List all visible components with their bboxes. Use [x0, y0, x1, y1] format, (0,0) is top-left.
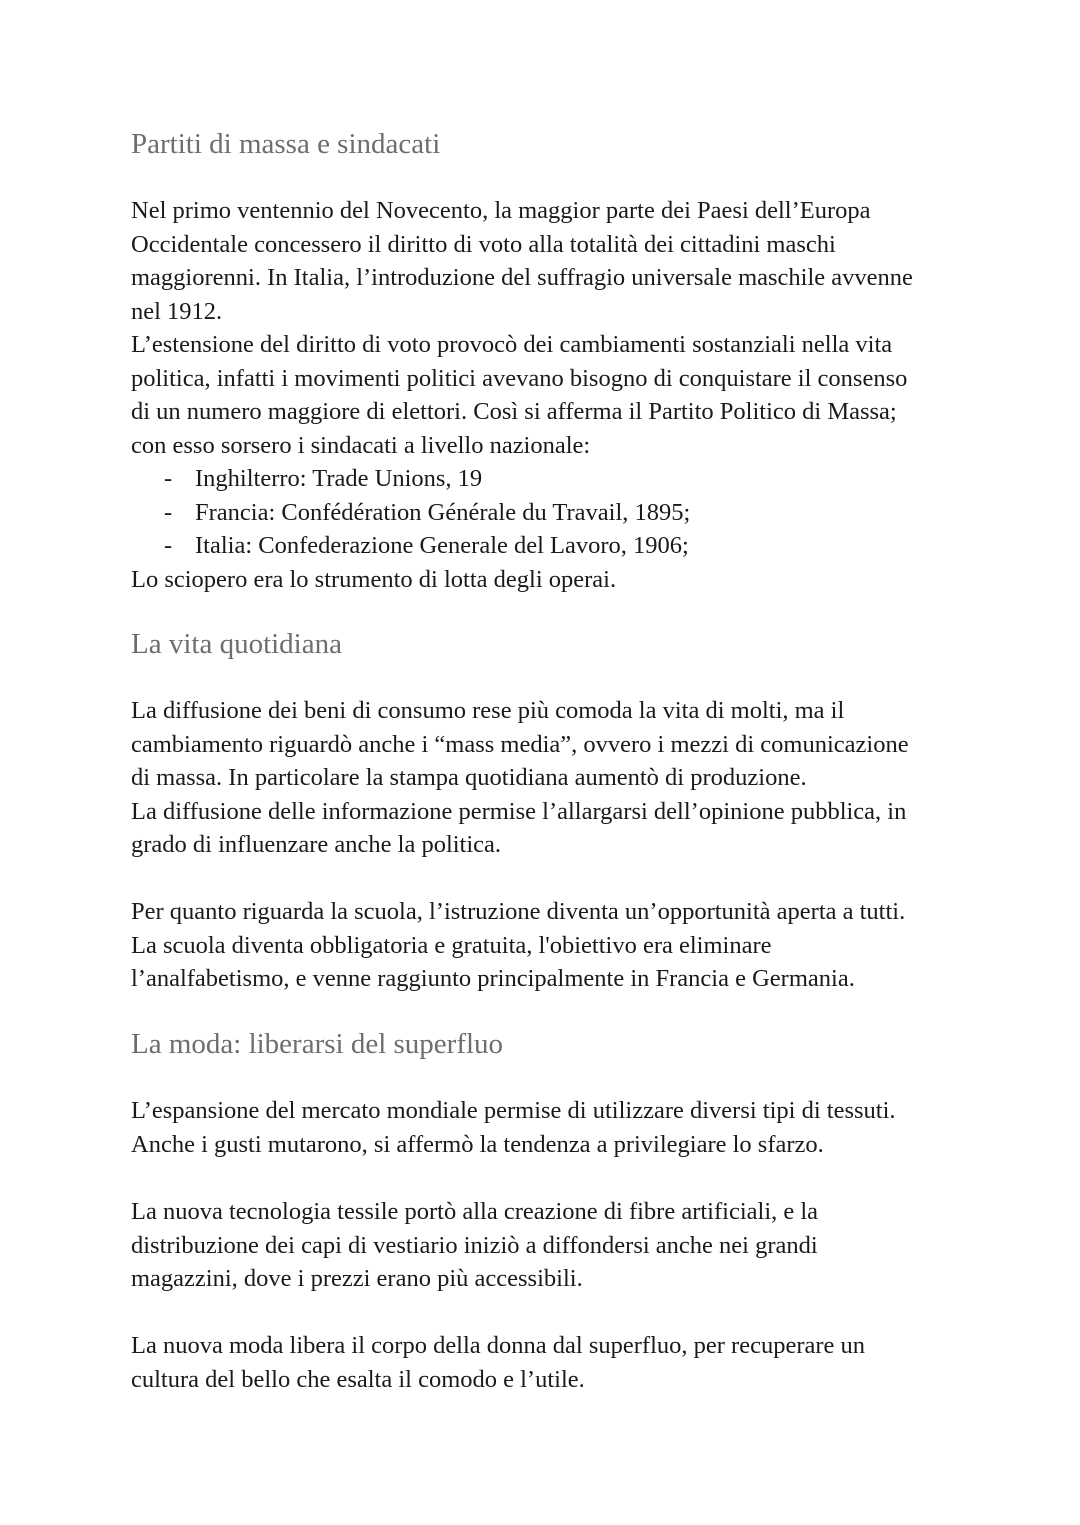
list-item — [131, 462, 951, 496]
text-line: La diffusione dei beni di consumo rese più comoda la vita di molti, ma il — [131, 697, 845, 724]
text-line: con esso sorsero i sindacati a livello nazionale: — [131, 431, 591, 459]
text-line: Occidentale concessero il diritto di voto alla totalità dei cittadini maschi — [131, 230, 836, 258]
text-line: La nuova moda libera il corpo della donna dal superfluo, per recuperare un — [131, 1332, 866, 1359]
text-line: Anche i gusti mutarono, si affermò la tendenza a privilegiare lo sfarzo. — [131, 1130, 824, 1158]
text-line: nel 1912. — [131, 297, 223, 325]
list-item-text: Inghilterro: Trade Unions, 19 — [195, 465, 483, 492]
text-line: cambiamento riguardò anche i “mass media”, ovvero i mezzi di comunicazione — [131, 730, 909, 758]
text-line: L’estensione del diritto di voto provocò dei cambiamenti sostanziali nella vita — [131, 331, 893, 358]
section-heading: La moda: liberarsi del superfluo — [131, 1028, 504, 1060]
paragraph — [131, 895, 951, 996]
text-line: La nuova tecnologia tessile portò alla creazione di fibre artificiali, e la — [131, 1198, 819, 1225]
text-line: di massa. In particolare la stampa quotidiana aumentò di produzione. — [131, 764, 807, 791]
text-line: Per quanto riguarda la scuola, l’istruzione diventa un’opportunità aperta a tutti. — [131, 898, 906, 925]
text-line: magazzini, dove i prezzi erano più accessibili. — [131, 1265, 583, 1292]
bullet-dash: - — [164, 532, 173, 559]
bullet-dash: - — [164, 465, 173, 492]
paragraph — [131, 1094, 951, 1161]
text-line: distribuzione dei capi di vestiario iniziò a diffondersi anche nei grandi — [131, 1231, 818, 1259]
bullet-dash: - — [164, 498, 173, 526]
text-line: di un numero maggiore di elettori. Così si afferma il Partito Politico di Massa; — [131, 398, 897, 425]
text-line: maggiorenni. In Italia, l’introduzione del suffragio universale maschile avvenne — [131, 264, 913, 291]
text-line: Lo sciopero era lo strumento di lotta degli operai. — [131, 565, 617, 593]
list-item — [131, 496, 951, 530]
text-line: l’analfabetismo, e venne raggiunto principalmente in Francia e Germania. — [131, 965, 855, 992]
text-line: L’espansione del mercato mondiale permise di utilizzare diversi tipi di tessuti. — [131, 1097, 896, 1124]
paragraph — [131, 194, 951, 596]
section-heading: Partiti di massa e sindacati — [131, 128, 441, 160]
text-line: La scuola diventa obbligatoria e gratuita, l'obiettivo era eliminare — [131, 931, 772, 959]
paragraph — [131, 1329, 951, 1396]
text-line: cultura del bello che esalta il comodo e l’utile. — [131, 1365, 585, 1393]
list-item-text: Italia: Confederazione Generale del Lavoro, 1906; — [195, 532, 689, 559]
text-line: grado di influenzare anche la politica. — [131, 831, 502, 858]
section-heading: La vita quotidiana — [131, 628, 342, 660]
list-item — [131, 529, 951, 563]
text-line: politica, infatti i movimenti politici avevano bisogno di conquistare il consenso — [131, 364, 908, 392]
list-item-text: Francia: Confédération Générale du Travail, 1895; — [195, 498, 691, 526]
paragraph — [131, 694, 951, 862]
text-line: La diffusione delle informazione permise l’allargarsi dell’opinione pubblica, in — [131, 797, 907, 825]
paragraph — [131, 1195, 951, 1296]
text-line: Nel primo ventennio del Novecento, la maggior parte dei Paesi dell’Europa — [131, 197, 871, 224]
